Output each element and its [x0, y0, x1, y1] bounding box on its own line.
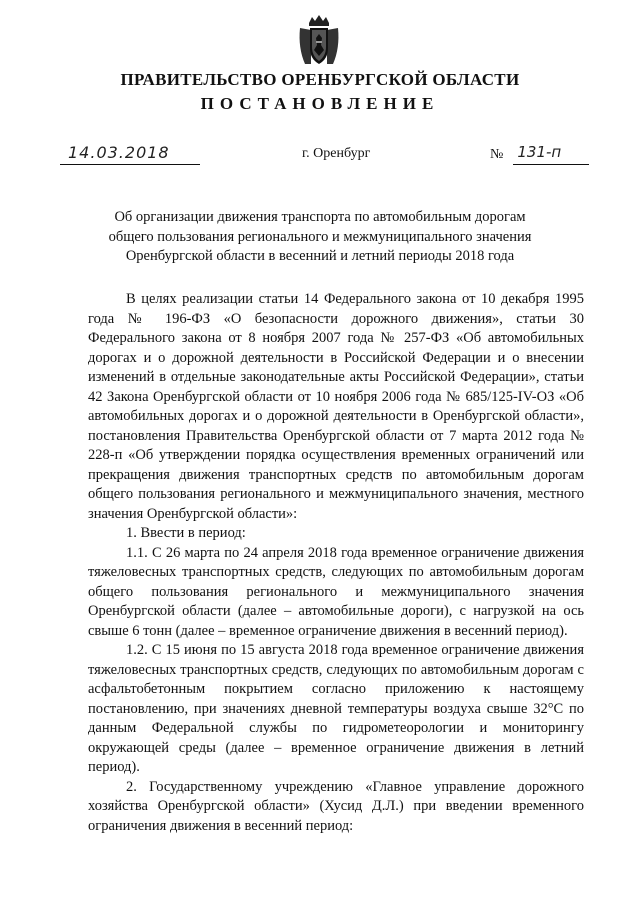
document-number	[490, 143, 589, 165]
paragraph: 1. Ввести в период:	[126, 525, 246, 541]
document-body	[88, 290, 584, 836]
number-value: 131-п	[517, 143, 562, 161]
date-value: 14.03.2018	[68, 143, 170, 162]
government-title: ПРАВИТЕЛЬСТВО ОРЕНБУРГСКОЙ ОБЛАСТИ	[120, 70, 520, 89]
number-field	[513, 143, 589, 165]
paragraph: В целях реализации статьи 14 Федерального закона от 10 декабря 1995 года № 196-ФЗ «О безопасности дорожного движения», статьи 30 Федерального закона от 8 ноября 2007 года № 257-ФЗ «Об автомобильных дорогах и о дорожной деятельности в Российской Федерации и о внесении изменений в отдельные законодательные акты Российской Федерации», статьи 42 Закона Оренбургской области от 10 ноября 2006 года № 685/125-IV-ОЗ «Об автомобильных дорогах и о дорожной деятельности в Оренбургской области», постановления Правительства Оренбургской области от 7 марта 2012 года № 228-п «Об утверждении порядка осуществления временных ограничений или прекращения движения транспортных средств по автомобильным дорогам общего пользования регионального и межмуниципального значения, местного значения Оренбургской области»:	[88, 291, 584, 522]
document-type-title: ПОСТАНОВЛЕНИЕ	[200, 94, 440, 113]
coat-of-arms-emblem	[297, 14, 341, 68]
paragraph: 2. Государственному учреждению «Главное управление дорожного хозяйства Оренбургской области» (Хусид Д.Л.) при введении временного ограничения движения в весенний период:	[88, 778, 584, 834]
number-label: №	[490, 147, 504, 162]
paragraph: 1.2. С 15 июня по 15 августа 2018 года временное ограничение движения тяжеловесных транспортных средств, следующих по автомобильным дорогам с асфальтобетонным покрытием согласно приложению к настоящему постановлению, при значениях дневной температуры воздуха свыше 32°С по данным Федеральной службы по гидрометеорологии и мониторингу окружающей среды (далее – временное ограничение движения в летний период).	[88, 642, 584, 775]
city-label: г. Оренбург	[302, 146, 371, 161]
date-field	[60, 143, 200, 165]
paragraph: 1.1. С 26 марта по 24 апреля 2018 года временное ограничение движения тяжеловесных транспортных средств, следующих по автомобильным дорогам общего пользования регионального и межмуниципального значения Оренбургской области (далее – автомобильные дороги), с нагрузкой на ось свыше 6 тонн (далее – временное ограничение движения в весенний период).	[88, 544, 584, 639]
document-subject: Об организации движения транспорта по автомобильным дорогам общего пользования регионального и межмуниципального значения Оренбургской области в весенний и летний периоды 2018 года	[108, 209, 532, 264]
